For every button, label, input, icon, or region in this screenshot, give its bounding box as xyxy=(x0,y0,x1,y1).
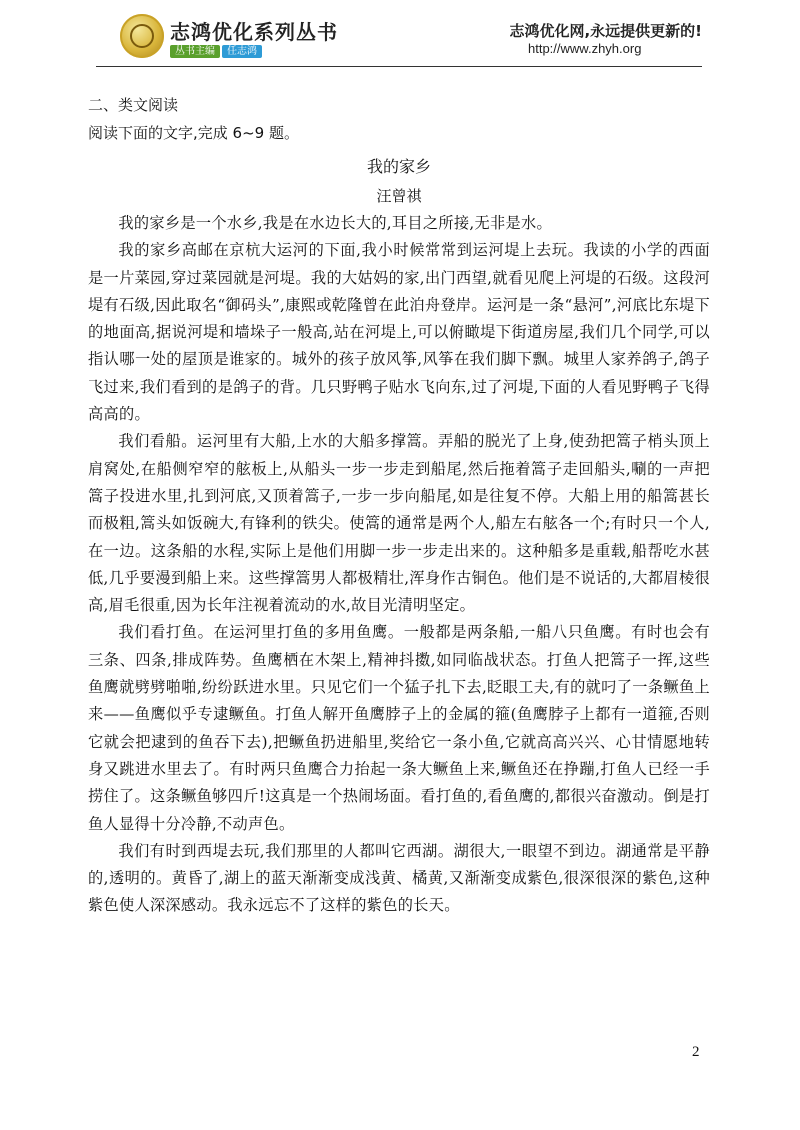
editor-name: 任志鸿 xyxy=(222,45,262,58)
site-url: http://www.zhyh.org xyxy=(528,41,642,56)
editor-line xyxy=(170,42,262,57)
section-heading: 二、类文阅读 xyxy=(88,96,179,114)
reading-instruction: 阅读下面的文字,完成 6~9 题。 xyxy=(88,124,299,142)
article-title: 我的家乡 xyxy=(366,157,431,176)
series-title: 志鸿优化系列丛书 xyxy=(170,20,338,44)
article-paragraph: 我的家乡是一个水乡,我是在水边长大的,耳目之所接,无非是水。 xyxy=(118,214,552,232)
page-header xyxy=(0,0,800,75)
document-body xyxy=(88,92,710,920)
article-paragraph: 我们有时到西堤去玩,我们那里的人都叫它西湖。湖很大,一眼望不到边。湖通常是平静的,透明的。黄昏了,湖上的蓝天渐渐变成浅黄、橘黄,又渐渐变成紫色,很深很深的紫色,这种紫色使人深深感动。我永远忘不了这样的紫色的长天。 xyxy=(88,841,710,915)
header-divider xyxy=(96,66,702,67)
article-author: 汪曾祺 xyxy=(376,187,422,205)
site-slogan: 志鸿优化网,永远提供更新的! xyxy=(509,22,702,40)
page-number: 2 xyxy=(692,1044,700,1060)
article-paragraph: 我们看打鱼。在运河里打鱼的多用鱼鹰。一般都是两条船,一船八只鱼鹰。有时也会有三条、四条,排成阵势。鱼鹰栖在木架上,精神抖擞,如同临战状态。打鱼人把篙子一挥,这些鱼鹰就劈劈啪啪,纷纷跃进水里。只见它们一个猛子扎下去,眨眼工夫,有的就叼了一条鳜鱼上来——鱼鹰似乎专逮鳜鱼。打鱼人解开鱼鹰脖子上的金属的箍(鱼鹰脖子上都有一道箍,否则它就会把逮到的鱼吞下去),把鳜鱼扔进船里,奖给它一条小鱼,它就高高兴兴、心甘情愿地转身又跳进水里去了。有时两只鱼鹰合力抬起一条大鳜鱼上来,鳜鱼还在挣蹦,打鱼人已经一手捞住了。这条鳜鱼够四斤!这真是一个热闹场面。看打鱼的,看鱼鹰的,都很兴奋激动。倒是打鱼人显得十分冷静,不动声色。 xyxy=(88,623,710,833)
article-paragraph: 我们看船。运河里有大船,上水的大船多撑篙。弄船的脱光了上身,使劲把篙子梢头顶上肩窝处,在船侧窄窄的舷板上,从船头一步一步走到船尾,然后拖着篙子走回船头,唰的一声把篙子投进水里,扎到河底,又顶着篙子,一步一步向船尾,如是往复不停。大船上用的船篙甚长而极粗,篙头如饭碗大,有锋利的铁尖。使篙的通常是两个人,船左右舷各一个;有时只一个人,在一边。这条船的水程,实际上是他们用脚一步一步走出来的。这种船多是重载,船帮吃水甚低,几乎要漫到船上来。这些撑篙男人都极精壮,浑身作古铜色。他们是不说话的,大都眉棱很高,眉毛很重,因为长年注视着流动的水,故目光清明坚定。 xyxy=(88,432,710,615)
book-series-logo-icon xyxy=(120,14,164,58)
article-paragraph: 我的家乡高邮在京杭大运河的下面,我小时候常常到运河堤上去玩。我读的小学的西面是一片菜园,穿过菜园就是河堤。我的大姑妈的家,出门西望,就看见爬上河堤的石级。这段河堤有石级,因此取名“御码头”,康熙或乾隆曾在此泊舟登岸。运河是一条“悬河”,河底比东堤下的地面高,据说河堤和墙垛子一般高,站在河堤上,可以俯瞰堤下街道房屋,我们几个同学,可以指认哪一处的屋顶是谁家的。城外的孩子放风筝,风筝在我们脚下飘。城里人家养鸽子,鸽子飞过来,我们看到的是鸽子的背。几只野鸭子贴水飞向东,过了河堤,下面的人看见野鸭子飞得高高的。 xyxy=(88,241,710,424)
editor-label: 丛书主编 xyxy=(170,45,220,58)
